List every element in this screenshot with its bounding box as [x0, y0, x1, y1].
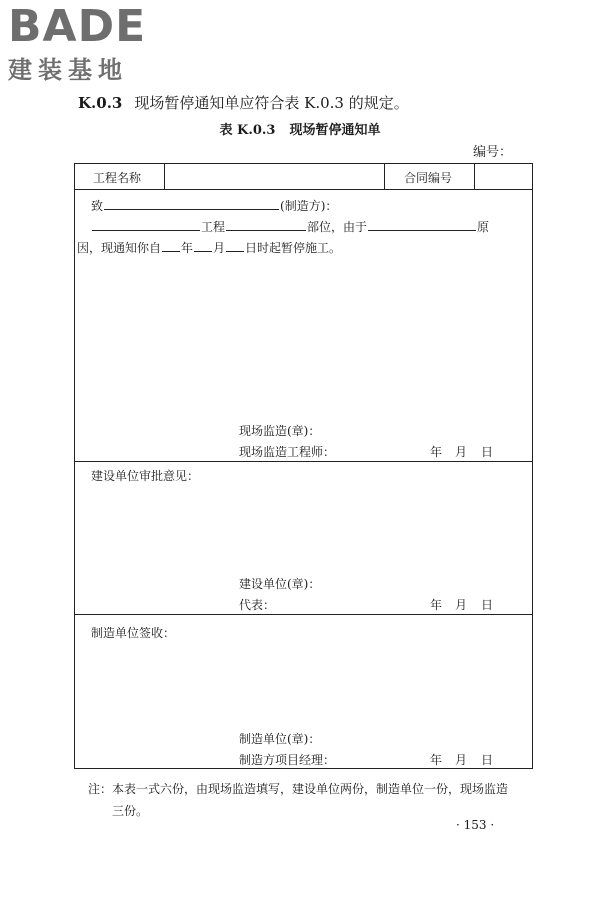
logo-word: BADE [8, 1, 147, 52]
approval-date-month: 月 [455, 598, 468, 612]
logo [8, 1, 178, 84]
divider [75, 461, 532, 462]
footnote-line-1: 注：本表一式六份，由现场监造填写，建设单位两份，制造单位一份，现场监造 [88, 782, 509, 796]
receipt-title: 制造单位签收： [91, 626, 176, 640]
table-title [0, 119, 600, 138]
approval-unit-seal-label: 建设单位(章)： [239, 577, 321, 591]
notice-project-line [91, 218, 489, 235]
reason-blank[interactable] [368, 218, 476, 231]
approval-title: 建设单位审批意见： [91, 469, 200, 483]
receipt-unit-seal-label: 制造单位(章)： [239, 732, 321, 746]
receipt-date-month: 月 [455, 753, 468, 767]
reason-word: 原 [477, 220, 490, 234]
notice-form [74, 163, 533, 769]
supervision-engineer-label: 现场监造工程师： [239, 445, 336, 459]
part-word: 部位，由于 [307, 220, 368, 234]
approval-date-year: 年 [430, 598, 443, 612]
contract-number-label: 合同编号 [404, 171, 453, 185]
notice-text: 因，现通知你自 [77, 241, 162, 255]
month-blank[interactable] [194, 239, 212, 252]
table-number: 表 K.0.3 [219, 123, 276, 138]
recipient-blank[interactable] [104, 197, 279, 210]
divider [384, 164, 385, 189]
divider [75, 189, 532, 190]
supervision-date-year: 年 [430, 445, 443, 459]
approval-representative-label: 代表： [239, 598, 276, 612]
part-blank[interactable] [226, 218, 306, 231]
to-suffix: (制造方)： [280, 199, 338, 213]
supervision-seal-label: 现场监造(章)： [239, 424, 321, 438]
day-blank[interactable] [226, 239, 244, 252]
to-prefix: 致 [91, 199, 104, 213]
supervision-date-day: 日 [481, 445, 494, 459]
receipt-manager-label: 制造方项目经理： [239, 753, 336, 767]
project-name-label: 工程名称 [93, 171, 142, 185]
notice-date-line [77, 239, 341, 256]
notice-text-end: 日时起暂停施工。 [245, 241, 342, 255]
divider [75, 614, 532, 615]
page-number: · 153 · [456, 818, 495, 832]
footnote-line-2: 三份。 [112, 804, 149, 818]
project-name-field[interactable] [168, 164, 382, 189]
month-word: 月 [213, 241, 226, 255]
section-text: 现场暂停通知单应符合表 K.0.3 的规定。 [134, 94, 409, 112]
divider [164, 164, 165, 189]
year-blank[interactable] [162, 239, 180, 252]
project-word: 工程 [201, 220, 226, 234]
receipt-date-year: 年 [430, 753, 443, 767]
section-number: K.0.3 [78, 94, 123, 112]
table-name: 现场暂停通知单 [289, 123, 381, 138]
approval-date-day: 日 [481, 598, 494, 612]
logo-chinese: 建装基地 [8, 56, 128, 84]
year-word: 年 [181, 241, 194, 255]
divider [474, 164, 475, 189]
project-blank[interactable] [92, 218, 200, 231]
footnote [88, 778, 538, 822]
supervision-date-month: 月 [455, 445, 468, 459]
serial-number-label: 编号： [473, 145, 513, 160]
section-heading [78, 92, 409, 113]
notice-to-line [91, 197, 337, 214]
receipt-date-day: 日 [481, 753, 494, 767]
contract-number-field[interactable] [478, 164, 530, 189]
